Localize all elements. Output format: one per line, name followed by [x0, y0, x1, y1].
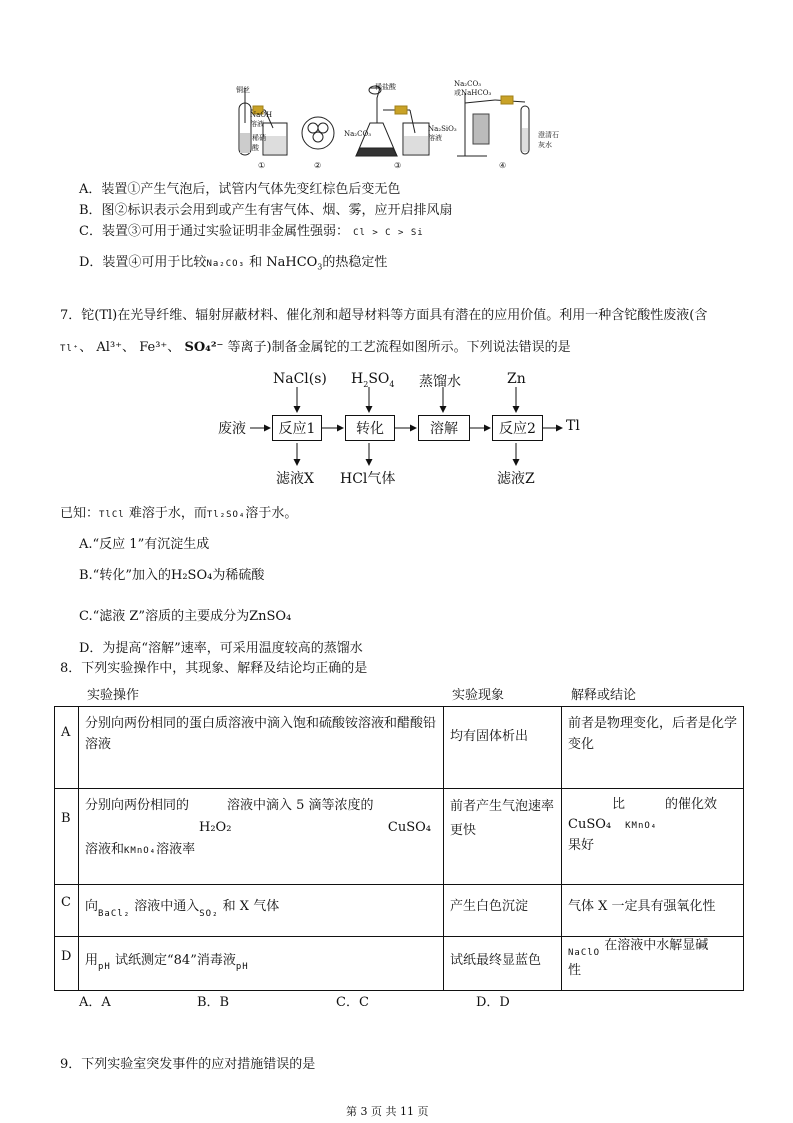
q7-option-b-suffix: 为稀硫酸	[212, 568, 265, 583]
row-b-phenomenon: 前者产生气泡速率更快	[444, 789, 562, 885]
q7-option-c	[79, 605, 291, 624]
flow-top-h2so4-sub2: 4	[389, 379, 395, 389]
q8-answer-a: A．A	[79, 995, 111, 1010]
label-na2co3-top: Na₂CO₃	[454, 80, 482, 88]
row-d-op-prefix: 用	[85, 953, 99, 968]
q6-option-d-suffix: 的热稳定性	[322, 255, 388, 270]
row-a-conclusion: 前者是物理变化，后者是化学变化	[562, 707, 744, 789]
page-footer: 第 3 页 共 11 页	[346, 1105, 429, 1118]
flow-bottom-hcl: HCl气体	[340, 471, 396, 487]
q6-option-a: A．装置①产生气泡后，试管内气体先变红棕色后变无色	[79, 182, 401, 197]
q8-header-operation: 实验操作	[87, 688, 140, 703]
row-b-op-line1	[85, 795, 437, 817]
flow-top-water: 蒸馏水	[419, 374, 461, 390]
row-b-conclusion	[562, 789, 744, 885]
row-a-label: A	[55, 707, 79, 789]
flow-top-h2so4-h: H	[351, 371, 364, 387]
flow-top-h2so4-so: SO	[368, 371, 390, 387]
row-c-op-prefix: 向	[85, 899, 99, 914]
q6-option-d-sub: 3	[317, 262, 323, 272]
flow-bottom-filtrate-x: 滤液X	[276, 471, 314, 487]
row-b-concl-cat: 的催化效	[665, 797, 718, 812]
row-d-op-mid: 试纸测定“84”消毒液	[115, 953, 236, 968]
q7-known-prefix: 已知：	[60, 506, 100, 521]
q9-title: 9．下列实验室突发事件的应对措施错误的是	[60, 1057, 316, 1072]
row-b-operation	[79, 789, 444, 885]
q7-option-b-formula: H₂SO₄	[170, 568, 213, 583]
label-naoh-solution: 溶液	[250, 120, 264, 128]
q7-known-tl2so4: Tl₂SO₄	[206, 510, 246, 520]
row-c-label: C	[55, 885, 79, 937]
q6-option-c	[79, 220, 424, 239]
fig-num-3: ③	[394, 161, 402, 170]
q8-answer-c: C．C	[336, 995, 369, 1010]
q7-sep2: 、	[122, 340, 136, 355]
row-a-phenomenon: 均有固体析出	[444, 707, 562, 789]
row-d-naclo: NaClO	[568, 948, 601, 958]
flow-input: 废液	[218, 421, 246, 437]
label-dilute-hcl: 稀盐酸	[375, 83, 396, 91]
q7-known-suffix: 溶于水。	[245, 506, 298, 521]
q8-header-phenomenon: 实验现象	[452, 688, 505, 703]
q6-apparatus-figure	[225, 78, 545, 178]
row-b-concl-cuso4: CuSO₄	[568, 817, 612, 832]
row-b-concl-line1	[568, 795, 737, 815]
q7-known-mid: 难溶于水，而	[128, 506, 207, 521]
row-d-conclusion	[562, 937, 744, 991]
label-na2co3: Na₂CO₃	[344, 130, 372, 138]
row-c-op-suffix: 和 X 气体	[222, 899, 280, 914]
q8-header-conclusion: 解释或结论	[571, 688, 637, 703]
q7-ion-so4: SO₄²⁻	[184, 340, 224, 355]
row-c-op-mid: 溶液中通入	[134, 899, 200, 914]
row-a-operation: 分别向两份相同的蛋白质溶液中滴入饱和硫酸铵溶液和醋酸铅溶液	[79, 707, 444, 789]
flow-top-h2so4	[351, 371, 394, 389]
table-row	[55, 789, 744, 885]
row-b-concl-bi: 比	[612, 797, 626, 812]
q6-option-d-formula1: Na₂CO₃	[206, 259, 245, 269]
q7-option-d: D．为提高“溶解”速率，可采用温度较高的蒸馏水	[79, 641, 363, 656]
row-c-so2: SO₂	[199, 909, 219, 919]
q7-ion-tl: Tl⁺	[60, 344, 80, 354]
flow-top-zn: Zn	[507, 371, 526, 387]
row-c-bacl2: BaCl₂	[98, 909, 131, 919]
label-dilute-nitric: 稀硝酸	[252, 134, 266, 152]
row-d-phenomenon: 试纸最终显蓝色	[444, 937, 562, 991]
q8-title: 8．下列实验操作中，其现象、解释及结论均正确的是	[60, 661, 368, 676]
row-d-operation	[79, 937, 444, 991]
row-b-cuso4: CuSO₄	[387, 820, 431, 835]
row-c-conclusion: 气体 X 一定具有强氧化性	[562, 885, 744, 937]
flow-top-nacl: NaCl(s)	[273, 371, 327, 387]
flow-output: Tl	[566, 418, 580, 434]
fig-num-2: ②	[314, 161, 322, 170]
row-b-label: B	[55, 789, 79, 885]
q6-option-c-formula: Cl > C > Si	[353, 228, 424, 238]
q7-line1: 7．铊(Tl)在光导纤维、辐射屏蔽材料、催化剂和超导材料等方面具有潜在的应用价值。利用一种含铊酸性废液(含	[60, 308, 708, 323]
flow-box-reaction1: 反应1	[272, 415, 322, 441]
q7-sep1: 、	[79, 340, 93, 355]
table-row	[55, 937, 744, 991]
q7-option-b	[79, 564, 264, 583]
flow-top-h2so4-sub1: 2	[363, 379, 369, 389]
row-b-concl-end: 果好	[568, 838, 595, 853]
row-c-phenomenon: 产生白色沉淀	[444, 885, 562, 937]
table-row	[55, 885, 744, 937]
row-b-op-line2	[85, 817, 437, 839]
q8-table	[54, 706, 744, 991]
q7-known-tlcl: TlCl	[99, 510, 125, 520]
flow-box-dissolve: 溶解	[418, 415, 470, 441]
row-b-op-line3	[85, 839, 437, 862]
apparatus-2	[302, 117, 334, 149]
label-na2sio3: Na₂SiO₃	[428, 125, 457, 133]
q7-option-a: A.“反应 1”有沉淀生成	[79, 537, 210, 552]
q7-ion-al: Al³⁺	[96, 340, 123, 355]
row-b-kmno4: KMnO₄	[124, 846, 157, 856]
flow-box-reaction2: 反应2	[492, 415, 543, 441]
q7-sep3: 、	[167, 340, 181, 355]
fig-num-4: ④	[499, 161, 507, 170]
apparatus-3	[356, 86, 429, 156]
flow-bottom-filtrate-z: 滤液Z	[497, 471, 535, 487]
fig-num-1: ①	[258, 161, 266, 170]
q7-option-b-prefix: B.“转化”加入的	[79, 568, 171, 583]
row-b-op1b: 溶液中滴入 5 滴等浓度的	[227, 798, 374, 813]
row-d-ph1: pH	[98, 962, 111, 972]
label-copper: 铜丝	[236, 86, 250, 94]
label-na2sio3-solution: 溶液	[428, 134, 442, 142]
q7-option-c-formula: ZnSO₄	[249, 609, 292, 624]
flow-box-conversion: 转化	[345, 415, 395, 441]
q8-answer-d: D．D	[476, 995, 510, 1010]
row-b-concl-kmno4: KMnO₄	[625, 821, 658, 831]
q7-ion-fe: Fe³⁺	[139, 340, 168, 355]
q7-line2-suffix: 等离子)制备金属铊的工艺流程如图所示。下列说法错误的是	[227, 340, 571, 355]
row-b-h2o2: H₂O₂	[199, 820, 232, 835]
q7-known	[60, 502, 297, 521]
row-b-op3: 溶液率	[156, 842, 196, 857]
apparatus-4	[457, 93, 529, 156]
label-limewater: 澄清石灰水	[538, 131, 559, 149]
row-d-concl-a: 在溶液中水解显碱	[604, 938, 709, 953]
q8-answer-b: B．B	[197, 995, 230, 1010]
q6-option-b: B．图②标识表示会用到或产生有害气体、烟、雾，应开启排风扇	[79, 203, 453, 218]
row-b-concl-line2	[568, 815, 737, 836]
q7-option-c-prefix: C.“滤液 Z”溶质的主要成分为	[79, 609, 250, 624]
row-b-op1: 分别向两份相同的	[85, 798, 190, 813]
q6-option-d	[79, 251, 387, 272]
q6-option-d-prefix: D．装置④可用于比较	[79, 255, 207, 270]
row-c-operation	[79, 885, 444, 937]
q6-option-c-text: C．装置③可用于通过实验证明非金属性强弱：	[79, 224, 349, 239]
row-d-concl-b: 性	[568, 963, 582, 978]
label-or-nahco3: 或NaHCO₃	[454, 89, 492, 97]
row-b-op2: 溶液和	[85, 842, 125, 857]
row-d-label: D	[55, 937, 79, 991]
row-d-ph2: pH	[235, 962, 249, 972]
q6-option-d-mid: 和 NaHCO	[249, 255, 318, 270]
row-d-concl-line1	[568, 938, 737, 962]
table-row	[55, 707, 744, 789]
label-naoh: NaOH	[250, 111, 273, 119]
q7-line2	[60, 336, 571, 355]
